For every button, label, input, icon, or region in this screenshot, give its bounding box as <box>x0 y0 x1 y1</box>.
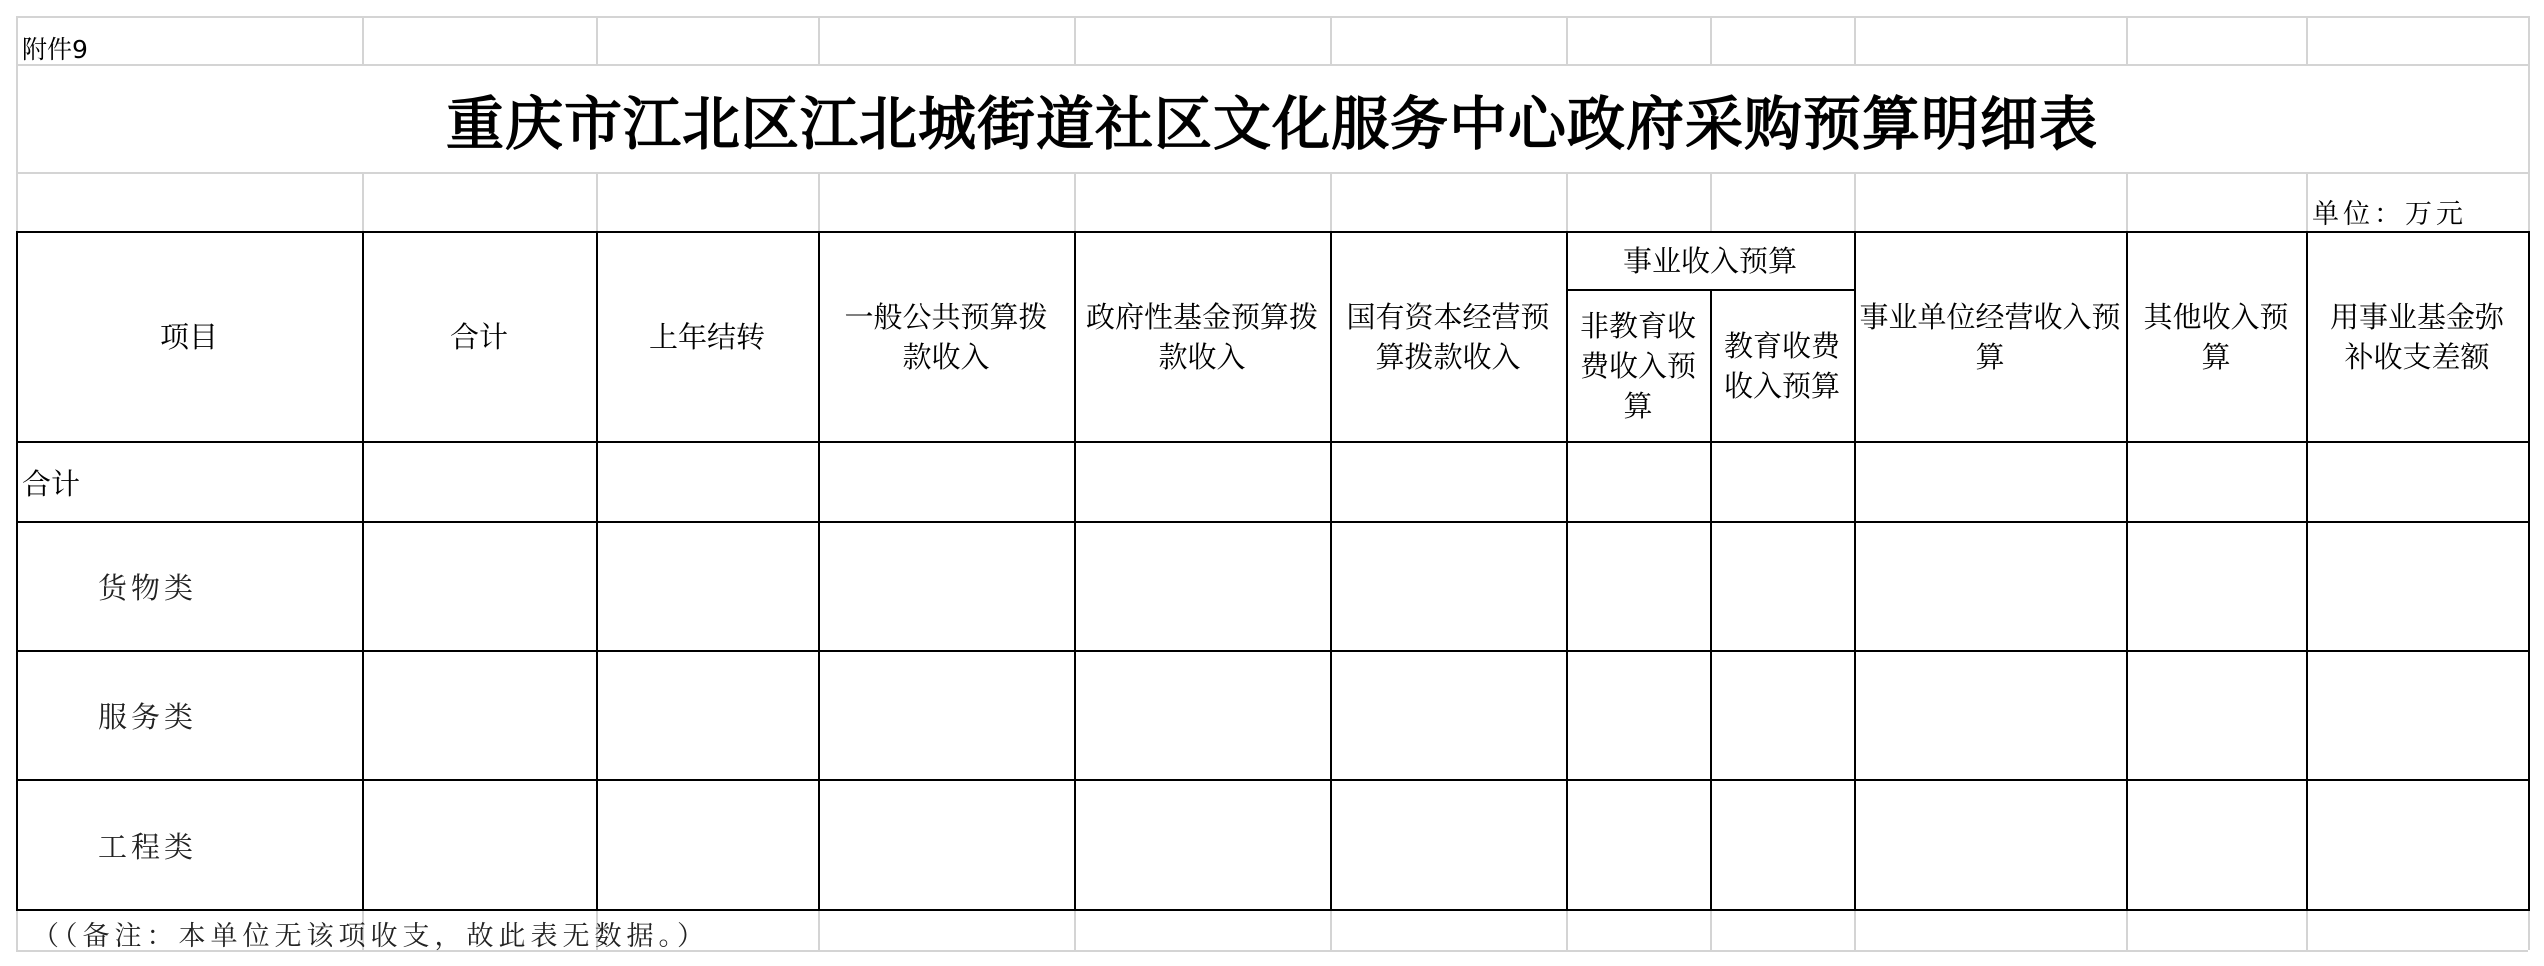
gridline <box>362 172 364 232</box>
gridline <box>1330 172 1332 232</box>
table-border <box>16 521 2530 523</box>
gridline <box>1710 910 1712 950</box>
gridline <box>16 16 2528 18</box>
row-label-services: 服务类 <box>98 700 198 734</box>
gridline <box>818 172 820 232</box>
gridline <box>818 16 820 64</box>
gridline <box>1854 910 1856 950</box>
gridline <box>1854 16 1856 64</box>
table-border <box>2528 231 2530 911</box>
header-total: 合计 <box>449 320 508 354</box>
gridline <box>16 910 18 950</box>
row-label-construction: 工程类 <box>98 829 198 864</box>
gridline <box>1566 16 1568 64</box>
gridline <box>596 16 598 64</box>
gridline <box>1854 172 1856 232</box>
header-edu-fee: 教育收费收入预算 <box>1723 329 1840 403</box>
gridline <box>2126 910 2128 950</box>
table-border <box>16 779 2530 781</box>
row-label-total: 合计 <box>22 466 81 501</box>
header-item: 项目 <box>159 320 218 354</box>
header-other-income: 其他收入预算 <box>2143 300 2289 374</box>
header-general-budget: 一般公共预算拨款收入 <box>844 300 1048 374</box>
gridline <box>596 172 598 232</box>
gridline <box>1330 16 1332 64</box>
table-border <box>16 909 2530 911</box>
header-business-income-group: 事业收入预算 <box>1622 244 1797 278</box>
gridline <box>2306 910 2308 950</box>
gridline <box>1074 172 1076 232</box>
header-carryover: 上年结转 <box>648 320 765 354</box>
header-fund-offset: 用事业基金弥补收支差额 <box>2329 300 2504 374</box>
gridline <box>16 172 2528 174</box>
gridline <box>2528 910 2530 950</box>
gridline <box>1566 910 1568 950</box>
gridline <box>1566 172 1568 232</box>
header-gov-fund: 政府性基金预算拨款收入 <box>1085 300 1318 374</box>
gridline <box>2126 16 2128 64</box>
table-border <box>16 650 2530 652</box>
gridline <box>2306 16 2308 64</box>
gridline <box>818 910 820 950</box>
footnote: （（备注：本单位无该项收支，故此表无数据。） <box>32 921 709 952</box>
unit-label: 单位：万元 <box>2312 199 2467 230</box>
page-title: 重庆市江北区江北城街道社区文化服务中心政府采购预算明细表 <box>445 90 2098 158</box>
header-non-edu-fee: 非教育收费收入预算 <box>1579 309 1696 423</box>
header-state-capital: 国有资本经营预算拨款收入 <box>1346 300 1550 374</box>
gridline <box>1710 16 1712 64</box>
gridline <box>2306 172 2308 232</box>
gridline <box>1710 172 1712 232</box>
gridline <box>1074 16 1076 64</box>
gridline <box>1074 910 1076 950</box>
gridline <box>2126 172 2128 232</box>
header-operating-income: 事业单位经营收入预算 <box>1859 300 2121 374</box>
row-label-goods: 货物类 <box>98 571 198 605</box>
attachment-label: 附件9 <box>22 35 88 64</box>
gridline <box>2528 16 2530 232</box>
gridline <box>1330 910 1332 950</box>
gridline <box>362 16 364 64</box>
